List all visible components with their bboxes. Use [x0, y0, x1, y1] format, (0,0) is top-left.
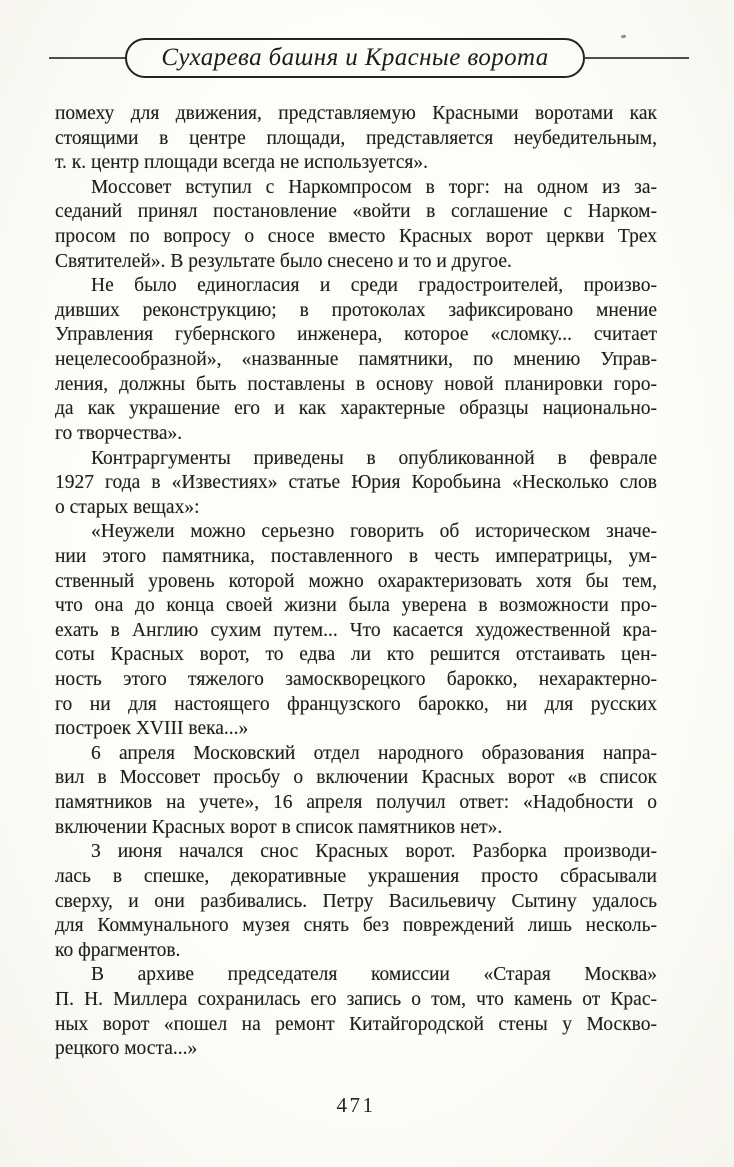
text-line: вил в Моссовет просьбу о включении Красных ворот «в список	[55, 767, 657, 789]
paragraph	[55, 274, 657, 446]
text-line: нецелесообразной», «названные памятники, по мнению Управ-	[55, 349, 657, 371]
paragraph	[55, 176, 657, 274]
paragraph	[55, 963, 657, 1061]
text-line: Не было единогласия и среди градостроителей, произво-	[91, 275, 657, 297]
paragraph	[55, 742, 657, 840]
text-line: лась в спешке, декоративные украшения просто сбрасывали	[55, 865, 657, 887]
text-line: что она до конца своей жизни была уверена в возможности про-	[55, 595, 657, 617]
text-line: да как украшение его и как характерные образцы национально-	[55, 398, 657, 420]
text-line: Управления губернского инженера, которое «сломку... считает	[55, 324, 657, 346]
paragraph	[55, 447, 657, 521]
text-line: памятников на учете», 16 апреля получил ответ: «Надобности о	[55, 792, 657, 814]
text-line: ность этого тяжелого замоскворецкого барокко, нехарактерно-	[55, 669, 657, 691]
text-line: включении Красных ворот в список памятников нет».	[55, 816, 503, 838]
text-line: Контраргументы приведены в опубликованной в феврале	[91, 447, 657, 469]
paragraph	[55, 102, 657, 176]
page-number: 471	[336, 1093, 376, 1117]
text-line: ления, должны быть поставлены в основу новой планировки горо-	[55, 373, 657, 395]
text-line: ных ворот «пошел на ремонт Китайгородской стены у Москво-	[55, 1013, 657, 1035]
text-line: о старых вещах»:	[55, 496, 200, 518]
header-rule-left	[49, 57, 125, 59]
chapter-title-box	[125, 38, 585, 78]
text-line: Моссовет вступил с Наркомпросом в торг: на одном из за-	[91, 176, 657, 198]
text-line: построек XVIII века...»	[55, 718, 249, 740]
text-line: ко фрагментов.	[55, 939, 181, 961]
text-line: соты Красных ворот, то едва ли кто решится отстаивать цен-	[55, 644, 657, 666]
text-line: седаний принял постановление «войти в соглашение с Нарком-	[55, 201, 657, 223]
text-line: просом по вопросу о сносе вместо Красных ворот церкви Трех	[55, 226, 657, 248]
header-rule-right	[585, 57, 689, 59]
text-line: «Неужели можно серьезно говорить об историческом значе-	[91, 521, 657, 543]
text-line: Святителей». В результате было снесено и то и другое.	[55, 250, 512, 272]
text-line: го творчества».	[55, 422, 183, 444]
text-line: дивших реконструкцию; в протоколах зафиксировано мнение	[55, 299, 657, 321]
body-text	[55, 102, 657, 1062]
text-line: сверху, и они разбивались. Петру Васильевичу Сытину удалось	[55, 890, 657, 912]
text-line: ехать в Англию сухим путем... Что касается художественной кра-	[55, 619, 657, 641]
text-line: В архиве председателя комиссии «Старая Москва»	[91, 964, 657, 986]
text-line: нии этого памятника, поставленного в честь императрицы, ум-	[55, 545, 657, 567]
chapter-title: Сухарева башня и Красные ворота	[161, 44, 549, 71]
text-line: 6 апреля Московский отдел народного образования напра-	[91, 742, 657, 764]
text-line: го ни для настоящего французского барокко, ни для русских	[55, 693, 657, 715]
text-line: для Коммунального музея снять без повреждений лишь несколь-	[55, 915, 657, 937]
text-line: т. к. центр площади всегда не используется».	[55, 152, 428, 174]
paragraph	[55, 840, 657, 963]
text-line: ственный уровень которой можно охарактеризовать хотя бы тем,	[55, 570, 657, 592]
text-line: помеху для движения, представляемую Красными воротами как	[55, 103, 657, 124]
scan-artifact-dot	[621, 34, 627, 38]
text-line: стоящими в центре площади, представляется неубедительным,	[55, 127, 657, 149]
paragraph	[55, 520, 657, 741]
text-line: 3 июня начался снос Красных ворот. Разборка производи-	[91, 841, 657, 863]
text-line: 1927 года в «Известиях» статье Юрия Коробьина «Несколько слов	[55, 472, 657, 494]
text-line: рецкого моста...»	[55, 1038, 198, 1060]
text-line: П. Н. Миллера сохранилась его запись о том, что камень от Крас-	[55, 988, 657, 1010]
